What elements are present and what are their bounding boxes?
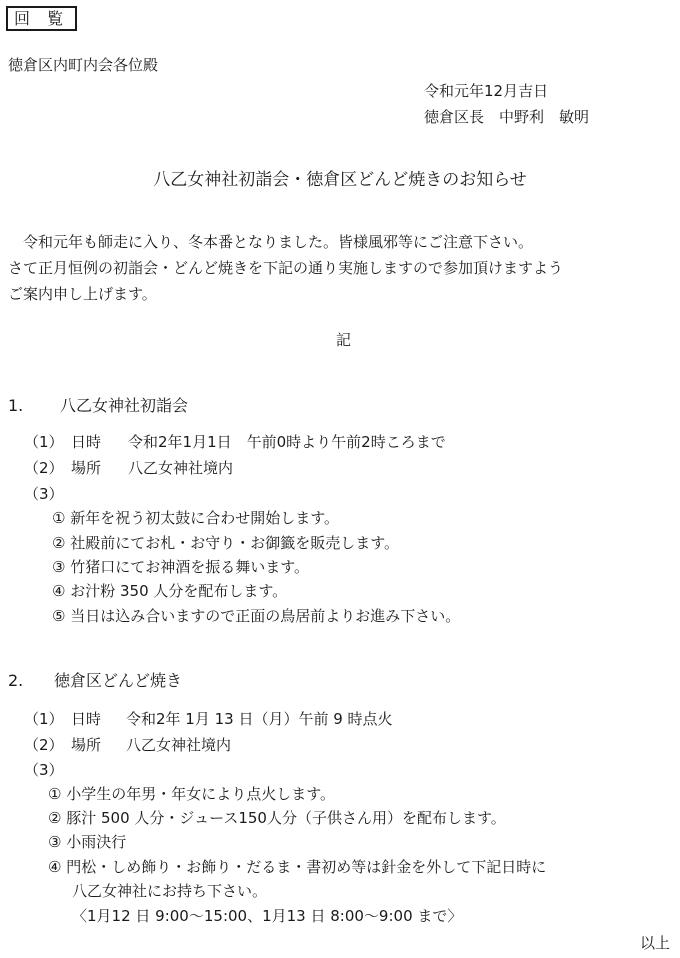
section1-place: 八乙女神社境内 bbox=[128, 459, 234, 477]
section1-datetime: 令和2年1月1日 午前0時より午前2時ころまで bbox=[128, 433, 446, 451]
section2-number: 2. bbox=[8, 671, 24, 690]
sender: 徳倉区長 中野利 敏明 bbox=[424, 108, 590, 126]
section1-item: ④ お汁粉 350 人分を配布します。 bbox=[52, 582, 288, 600]
intro-line-2: さて正月恒例の初詣会・どんど焼きを下記の通り実施しますので参加頂けますよう bbox=[8, 259, 564, 277]
section1-item: ⑤ 当日は込み合いますので正面の鳥居前よりお進み下さい。 bbox=[52, 607, 461, 625]
section1-number: 1. bbox=[8, 396, 24, 415]
section1-datetime-label: （1） 日時 bbox=[24, 433, 102, 451]
addressee: 徳倉区内町内会各位殿 bbox=[8, 56, 159, 74]
section2-place: 八乙女神社境内 bbox=[126, 736, 232, 754]
section1-item: ③ 竹猪口にてお神酒を振る舞います。 bbox=[52, 558, 310, 576]
section1-heading: 八乙女神社初詣会 bbox=[60, 396, 189, 415]
section1-place-label: （2） 場所 bbox=[24, 459, 102, 477]
section1-item: ① 新年を祝う初太鼓に合わせ開始します。 bbox=[52, 509, 340, 527]
ki-heading: 記 bbox=[336, 331, 352, 349]
intro-line-1: 令和元年も師走に入り、冬本番となりました。皆様風邪等にご注意下さい。 bbox=[8, 233, 534, 251]
section2-place-label: （2） 場所 bbox=[24, 736, 102, 754]
section2-item: ② 豚汁 500 人分・ジュース150人分（子供さん用）を配布します。 bbox=[48, 809, 506, 827]
section2-heading: 徳倉区どんど焼き bbox=[54, 671, 183, 690]
section1-item: ② 社殿前にてお札・お守り・お御籤を販売します。 bbox=[52, 534, 400, 552]
section2-item: ① 小学生の年男・年女により点火します。 bbox=[48, 785, 336, 803]
section2-item: ④ 門松・しめ飾り・お飾り・だるま・書初め等は針金を外して下記日時に bbox=[48, 858, 547, 876]
section2-item4-continuation: 八乙女神社にお持ち下さい。 bbox=[72, 882, 268, 900]
section1-item3-label: （3） bbox=[24, 485, 64, 503]
section2-datetime-label: （1） 日時 bbox=[24, 710, 102, 728]
section2-datetime: 令和2年 1月 13 日（月）午前 9 時点火 bbox=[126, 710, 393, 728]
section2-item4-times: 〈1月12 日 9:00～15:00、1月13 日 8:00～9:00 まで〉 bbox=[72, 907, 463, 925]
issue-date: 令和元年12月吉日 bbox=[424, 82, 549, 100]
intro-line-3: ご案内申し上げます。 bbox=[8, 285, 157, 303]
document-title: 八乙女神社初詣会・徳倉区どんど焼きのお知らせ bbox=[153, 170, 527, 190]
closing: 以上 bbox=[640, 934, 671, 952]
circulation-stamp: 回 覧 bbox=[6, 6, 77, 31]
section2-item: ③ 小雨決行 bbox=[48, 833, 127, 851]
section2-item3-label: （3） bbox=[24, 761, 64, 779]
